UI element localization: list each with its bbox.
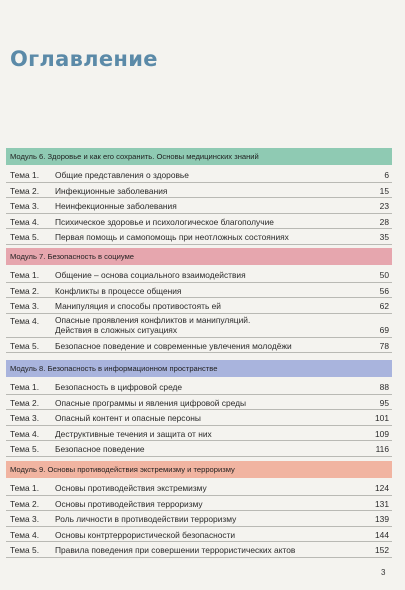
module-header: Модуль 7. Безопасность в социуме <box>6 248 392 265</box>
page-number: 3 <box>381 568 386 577</box>
topic-title: Основы противодействия терроризму <box>55 498 203 509</box>
page-ref: 78 <box>379 340 389 351</box>
topic-number: Тема 3. <box>10 201 40 211</box>
toc-row[interactable] <box>6 214 392 230</box>
topic-title: Инфекционные заболевания <box>55 185 168 196</box>
topic-number: Тема 4. <box>10 428 40 439</box>
page-ref: 88 <box>379 382 389 392</box>
page-ref: 35 <box>379 232 389 242</box>
topic-number: Тема 2. <box>10 185 40 196</box>
toc-row[interactable] <box>6 283 392 299</box>
toc-row[interactable] <box>6 542 392 558</box>
topic-title: Основы контртеррористической безопасности <box>55 529 236 540</box>
topic-title: Общие представления о здоровье <box>55 170 189 180</box>
module-9 <box>6 461 392 558</box>
topic-title: Основы противодействия экстремизму <box>55 483 207 493</box>
topic-title: Безопасное поведение <box>55 444 145 454</box>
page-ref: 144 <box>375 529 389 540</box>
topic-number: Тема 5. <box>10 545 40 555</box>
topic-number: Тема 1. <box>10 382 40 392</box>
module-6 <box>6 148 392 245</box>
page-ref: 109 <box>375 428 389 439</box>
page-ref: 95 <box>379 397 389 408</box>
toc-row[interactable] <box>6 338 392 354</box>
page-ref: 56 <box>379 285 389 296</box>
topic-title: Опасные программы и явления цифровой среды <box>55 397 247 408</box>
page-ref: 6 <box>384 170 389 180</box>
page-title: Оглавление <box>10 47 158 71</box>
module-header: Модуль 8. Безопасность в информационном пространстве <box>6 360 392 377</box>
page-ref: 131 <box>375 498 389 509</box>
toc-row[interactable] <box>6 496 392 512</box>
topic-title: Роль личности в противодействии терроризму <box>55 514 237 524</box>
page-ref: 116 <box>375 444 389 454</box>
page-ref: 139 <box>375 514 389 524</box>
toc-row[interactable] <box>6 229 392 245</box>
page-ref: 23 <box>379 201 389 211</box>
topic-number: Тема 5. <box>10 232 40 242</box>
toc-row[interactable] <box>6 441 392 457</box>
toc-row[interactable] <box>6 527 392 543</box>
topic-number: Тема 1. <box>10 270 40 280</box>
topic-title-line-1: Опасные проявления конфликтов и манипуляций. <box>55 315 251 325</box>
toc-row[interactable] <box>6 379 392 395</box>
topic-number: Тема 4. <box>10 315 40 326</box>
page-ref: 62 <box>379 301 389 311</box>
topic-title: Деструктивные течения и защита от них <box>55 428 212 439</box>
topic-number: Тема 1. <box>10 170 40 180</box>
topic-title: Правила поведения при совершении террористических актов <box>55 545 296 555</box>
topic-title-line-2: Действия в сложных ситуациях <box>55 325 178 335</box>
topic-title: Психическое здоровье и психологическое благополучие <box>55 216 274 227</box>
page-ref: 15 <box>379 185 389 196</box>
toc-row[interactable] <box>6 314 392 338</box>
topic-number: Тема 5. <box>10 340 40 351</box>
page-ref: 152 <box>375 545 389 555</box>
topic-title: Общение – основа социального взаимодействия <box>55 270 246 280</box>
toc-row[interactable] <box>6 183 392 199</box>
toc-row[interactable] <box>6 298 392 314</box>
topic-title: Безопасность в цифровой среде <box>55 382 183 392</box>
topic-number: Тема 2. <box>10 397 40 408</box>
topic-number: Тема 4. <box>10 529 40 540</box>
module-header: Модуль 9. Основы противодействия экстремизму и терроризму <box>6 461 392 478</box>
topic-number: Тема 3. <box>10 301 40 311</box>
topic-title: Опасный контент и опасные персоны <box>55 413 201 423</box>
topic-number: Тема 2. <box>10 498 40 509</box>
module-7 <box>6 248 392 353</box>
page-ref: 28 <box>379 216 389 227</box>
toc-row[interactable] <box>6 426 392 442</box>
topic-title: Конфликты в процессе общения <box>55 285 182 296</box>
topic-number: Тема 3. <box>10 413 40 423</box>
topic-title: Первая помощь и самопомощь при неотложных состояниях <box>55 232 289 242</box>
page-ref: 101 <box>375 413 389 423</box>
topic-title <box>55 315 364 335</box>
toc-row[interactable] <box>6 480 392 496</box>
module-header: Модуль 6. Здоровье и как его сохранить. Основы медицинских знаний <box>6 148 392 165</box>
topic-number: Тема 1. <box>10 483 40 493</box>
toc-row[interactable] <box>6 395 392 411</box>
topic-number: Тема 5. <box>10 444 40 454</box>
page-ref: 69 <box>379 325 389 335</box>
topic-title: Безопасное поведение и современные увлечения молодёжи <box>55 340 292 351</box>
topic-title: Манипуляция и способы противостоять ей <box>55 301 221 311</box>
toc-row[interactable] <box>6 410 392 426</box>
topic-number: Тема 4. <box>10 216 40 227</box>
topic-number: Тема 3. <box>10 514 40 524</box>
toc-row[interactable] <box>6 267 392 283</box>
module-8 <box>6 360 392 457</box>
page-ref: 50 <box>379 270 389 280</box>
topic-number: Тема 2. <box>10 285 40 296</box>
toc-row[interactable] <box>6 198 392 214</box>
toc-row[interactable] <box>6 167 392 183</box>
topic-title: Неинфекционные заболевания <box>55 201 177 211</box>
toc-row[interactable] <box>6 511 392 527</box>
page-ref: 124 <box>375 483 389 493</box>
